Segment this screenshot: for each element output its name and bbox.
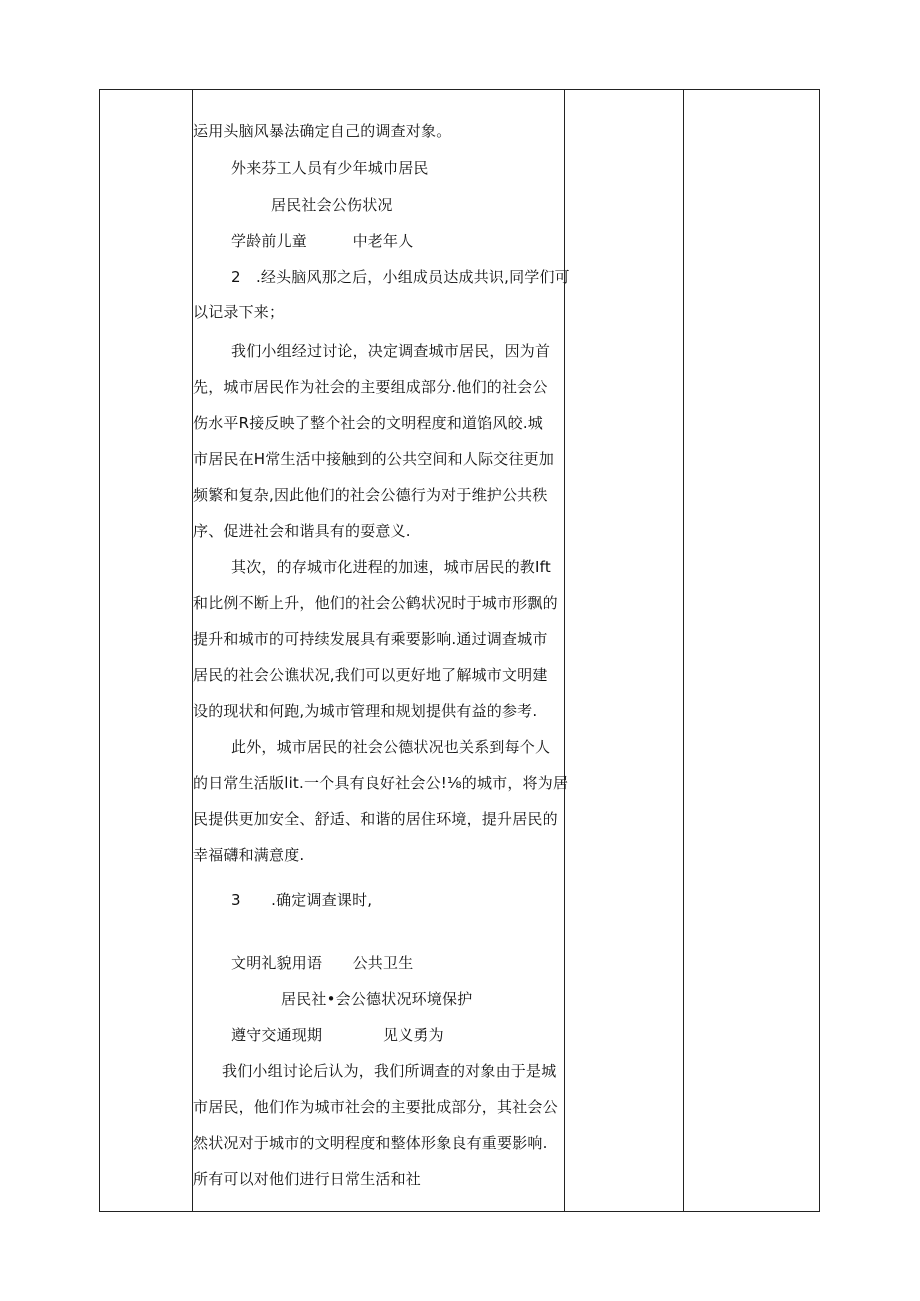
text-line: 以记录下来； <box>193 303 285 321</box>
column-divider-2 <box>564 90 565 1211</box>
text-line: 设的现状和何跑,为城市管理和规划提供有益的参考. <box>193 702 538 720</box>
text-line: 运用头脑风暴法确定自己的调查对象。 <box>193 122 452 140</box>
text-line: 然状况对于城市的文明程度和整体形象良有重要影响. <box>193 1134 548 1152</box>
text-line: 先，城市居民作为社会的主要组成部分.他们的社会公 <box>193 378 548 396</box>
text-line: 市居民在H常生活中接触到的公共空间和人际交往更加 <box>193 450 555 468</box>
text-line: 提升和城市的可持续发展具有乘要影响.通过调查城市 <box>193 630 548 648</box>
text-line: 此外，城市居民的社会公德状况也关系到每个人 <box>231 738 551 756</box>
text-line: 我们小组经过讨论，决定调查城市居民，因为首 <box>231 342 551 360</box>
text-line: 我们小组讨论后认为，我们所调查的对象由于是城 <box>222 1062 557 1080</box>
text-line: 市居民，他们作为城市社会的主要批成部分，其社会公 <box>193 1098 558 1116</box>
text-line: 和比例不断上升，他们的社会公鹤状况时于城市形飘的 <box>193 594 558 612</box>
column-divider-3 <box>683 90 684 1211</box>
text-line: 所有可以对他们进行日常生活和社 <box>193 1170 422 1188</box>
text-line: 民提供更加安全、舒适、和谐的居住环境，提升居民的 <box>193 810 558 828</box>
text-line: 遵守交通现期 见义勇为 <box>231 1026 444 1044</box>
text-line: 其次，的存城市化进程的加速，城市居民的教Ift <box>231 558 551 576</box>
table-frame <box>99 89 820 1212</box>
text-line: 2 .经头脑风那之后，小组成员达成共识,同学们可 <box>231 268 570 286</box>
text-line: 的日常生活版lit.一个具有良好社会公!⅛的城市，将为居 <box>193 774 569 792</box>
text-line: 居民社会公伤状况 <box>271 196 393 214</box>
text-line: 居民社•会公德状况环境保护 <box>281 990 473 1008</box>
text-line: 频繁和复杂,因此他们的社会公德行为对于维护公共秩 <box>193 486 548 504</box>
text-line: 3 .确定调查课时, <box>231 891 373 909</box>
text-line: 文明礼貌用语 公共卫生 <box>231 954 414 972</box>
text-line: 幸福礴和满意度. <box>193 846 305 864</box>
text-line: 伤水平R接反映了整个社会的文明程度和道馅风皎.城 <box>193 414 543 432</box>
text-line: 学龄前儿童 中老年人 <box>231 232 414 250</box>
text-line: 外来芬工人员有少年城巾居民 <box>231 159 429 177</box>
text-line: 序、促进社会和谐具有的耍意义. <box>193 522 411 540</box>
column-divider-1 <box>192 90 193 1211</box>
text-line: 居民的社会公谯状况,我们可以更好地了解城市文明建 <box>193 666 548 684</box>
